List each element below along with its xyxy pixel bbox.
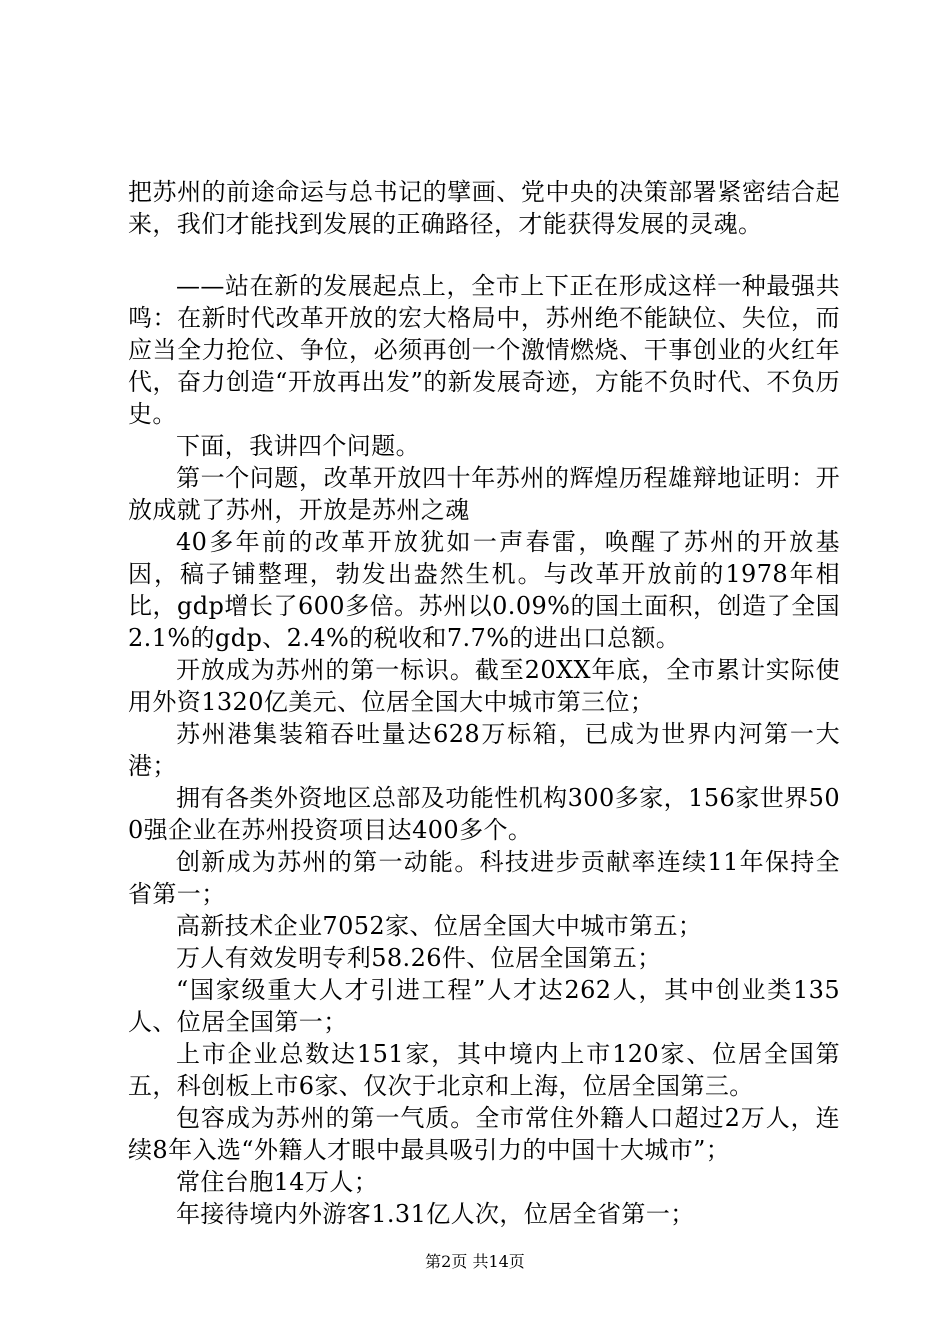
paragraph-listed-companies: 上市企业总数达151家，其中境内上市120家、位居全国第五，科创板上市6家、仅次于北京和上海，位居全国第三。 bbox=[128, 1040, 840, 1100]
paragraph-patents: 万人有效发明专利58.26件、位居全国第五； bbox=[176, 944, 662, 972]
document-body bbox=[128, 176, 840, 1230]
paragraph-innovation: 创新成为苏州的第一动能。科技进步贡献率连续11年保持全省第一； bbox=[128, 848, 840, 908]
paragraph-continuation: 把苏州的前途命运与总书记的擘画、党中央的决策部署紧密结合起来，我们才能找到发展的正确路径，才能获得发展的灵魂。 bbox=[128, 178, 840, 238]
paragraph-inclusiveness: 包容成为苏州的第一气质。全市常住外籍人口超过2万人，连续8年入选“外籍人才眼中最具吸引力的中国十大城市”； bbox=[128, 1104, 840, 1164]
paragraph-intro: 下面，我讲四个问题。 bbox=[176, 432, 420, 460]
paragraph-reform-history: 40多年前的改革开放犹如一声春雷，唤醒了苏州的开放基因，稿子铺整理，勃发出盎然生机。与改革开放前的1978年相比，gdp增长了600多倍。苏州以0.09%的国土面积，创造了全国2.1%的gdp、2.4%的税收和7.7%的进出口总额。 bbox=[128, 528, 840, 652]
paragraph-talent: “国家级重大人才引进工程”人才达262人，其中创业类135人、位居全国第一； bbox=[128, 976, 840, 1036]
paragraph-tourists: 年接待境内外游客1.31亿人次，位居全省第一； bbox=[176, 1200, 695, 1228]
paragraph-taiwan-residents: 常住台胞14万人； bbox=[176, 1168, 379, 1196]
paragraph-openness-identity: 开放成为苏州的第一标识。截至20XX年底，全市累计实际使用外资1320亿美元、位居全国大中城市第三位； bbox=[128, 656, 840, 716]
page-footer: 第2页 共14页 bbox=[425, 1252, 525, 1271]
paragraph-foreign-hq: 拥有各类外资地区总部及功能性机构300多家，156家世界500强企业在苏州投资项目达400多个。 bbox=[128, 784, 840, 844]
section-heading-first-question: 第一个问题，改革开放四十年苏州的辉煌历程雄辩地证明：开放成就了苏州，开放是苏州之魂 bbox=[128, 464, 840, 524]
paragraph-resonance: ——站在新的发展起点上，全市上下正在形成这样一种最强共鸣：在新时代改革开放的宏大格局中，苏州绝不能缺位、失位，而应当全力抢位、争位，必须再创一个激情燃烧、干事创业的火红年代，奋力创造“开放再出发”的新发展奇迹，方能不负时代、不负历史。 bbox=[128, 272, 840, 428]
paragraph-hightech: 高新技术企业7052家、位居全国大中城市第五； bbox=[176, 912, 703, 940]
paragraph-port-throughput: 苏州港集装箱吞吐量达628万标箱，已成为世界内河第一大港； bbox=[128, 720, 840, 780]
